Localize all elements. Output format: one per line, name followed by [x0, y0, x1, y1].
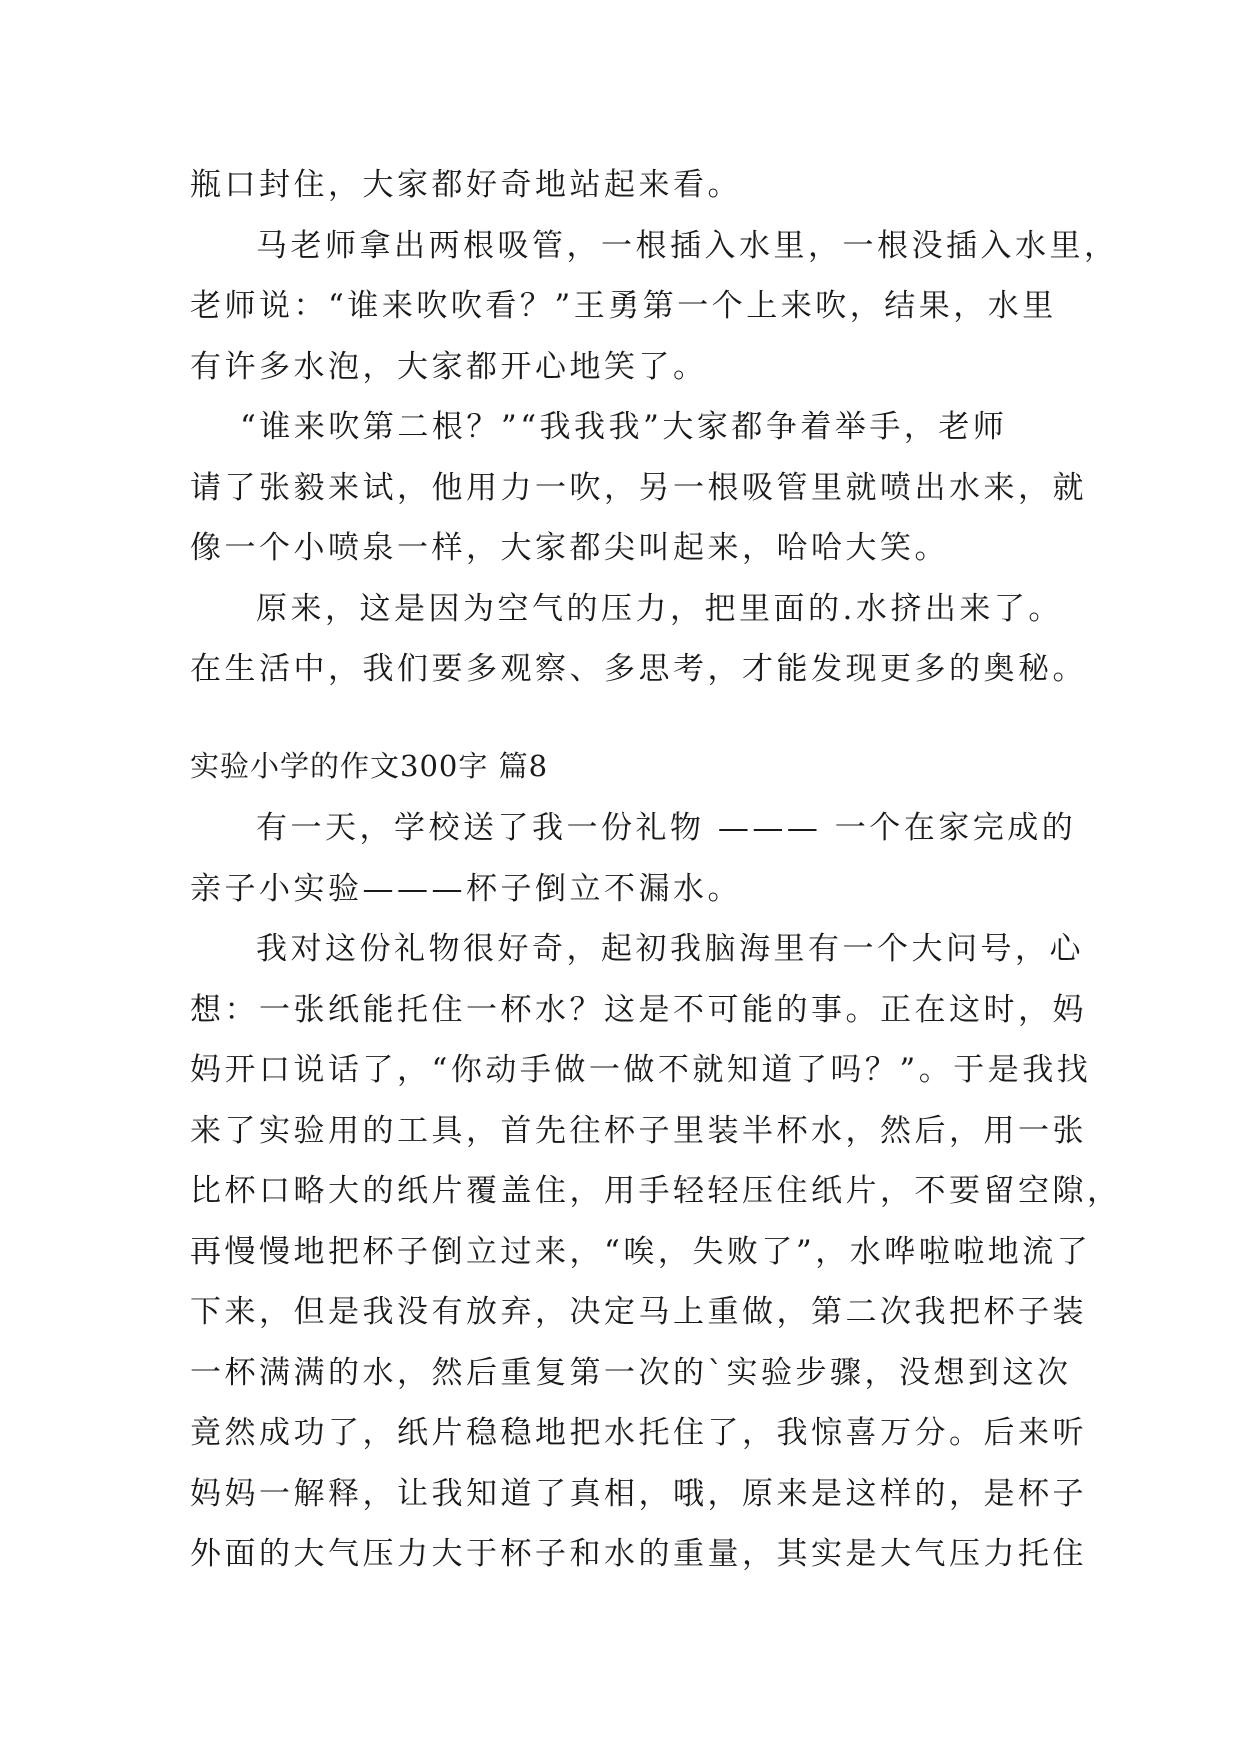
- text-line: 我对这份礼物很好奇，起初我脑海里有一个大问号，心: [256, 931, 1084, 967]
- text-line: 再慢慢地把杯子倒立过来，“唉，失败了”，水哗啦啦地流了: [190, 1234, 1092, 1270]
- text-line: 比杯口略大的纸片覆盖住，用手轻轻压住纸片，不要留空隙，: [190, 1173, 1122, 1209]
- section-heading: 实验小学的作文300字 篇8: [190, 749, 549, 783]
- text-line: 下来，但是我没有放弃，决定马上重做，第二次我把杯子装: [190, 1294, 1087, 1330]
- text-line: 请了张毅来试，他用力一吹，另一根吸管里就喷出水来，就: [190, 470, 1087, 506]
- text-line: 马老师拿出两根吸管，一根插入水里，一根没插入水里，: [256, 228, 1119, 264]
- text-line: 瓶口封住，大家都好奇地站起来看。: [190, 167, 742, 203]
- text-line: 一杯满满的水，然后重复第一次的`实验步骤，没想到这次: [190, 1355, 1072, 1391]
- text-line: 外面的大气压力大于杯子和水的重量，其实是大气压力托住: [190, 1536, 1087, 1572]
- text-line: 像一个小喷泉一样，大家都尖叫起来，哈哈大笑。: [190, 530, 949, 566]
- text-line: 有许多水泡，大家都开心地笑了。: [190, 349, 708, 385]
- text-line: 妈开口说话了，“你动手做一做不就知道了吗？”。于是我找: [190, 1052, 1092, 1088]
- text-line: 妈妈一解释，让我知道了真相，哦，原来是这样的，是杯子: [190, 1476, 1087, 1512]
- text-line: 老师说：“谁来吹吹看？”王勇第一个上来吹，结果，水里: [190, 288, 1057, 324]
- text-line: 有一天，学校送了我一份礼物 ——— 一个在家完成的: [256, 810, 1077, 846]
- text-line: 来了实验用的工具，首先往杯子里装半杯水，然后，用一张: [190, 1113, 1087, 1149]
- text-line: 竟然成功了，纸片稳稳地把水托住了，我惊喜万分。后来听: [190, 1415, 1087, 1451]
- text-line: 想：一张纸能托住一杯水？这是不可能的事。正在这时，妈: [190, 992, 1087, 1028]
- text-line: “谁来吹第二根？”“我我我”大家都争着举手，老师: [240, 409, 1008, 445]
- text-line: 亲子小实验———杯子倒立不漏水。: [190, 871, 742, 907]
- text-line: 原来，这是因为空气的压力，把里面的.水挤出来了。: [256, 591, 1063, 627]
- text-line: 在生活中，我们要多观察、多思考，才能发现更多的奥秘。: [190, 651, 1087, 687]
